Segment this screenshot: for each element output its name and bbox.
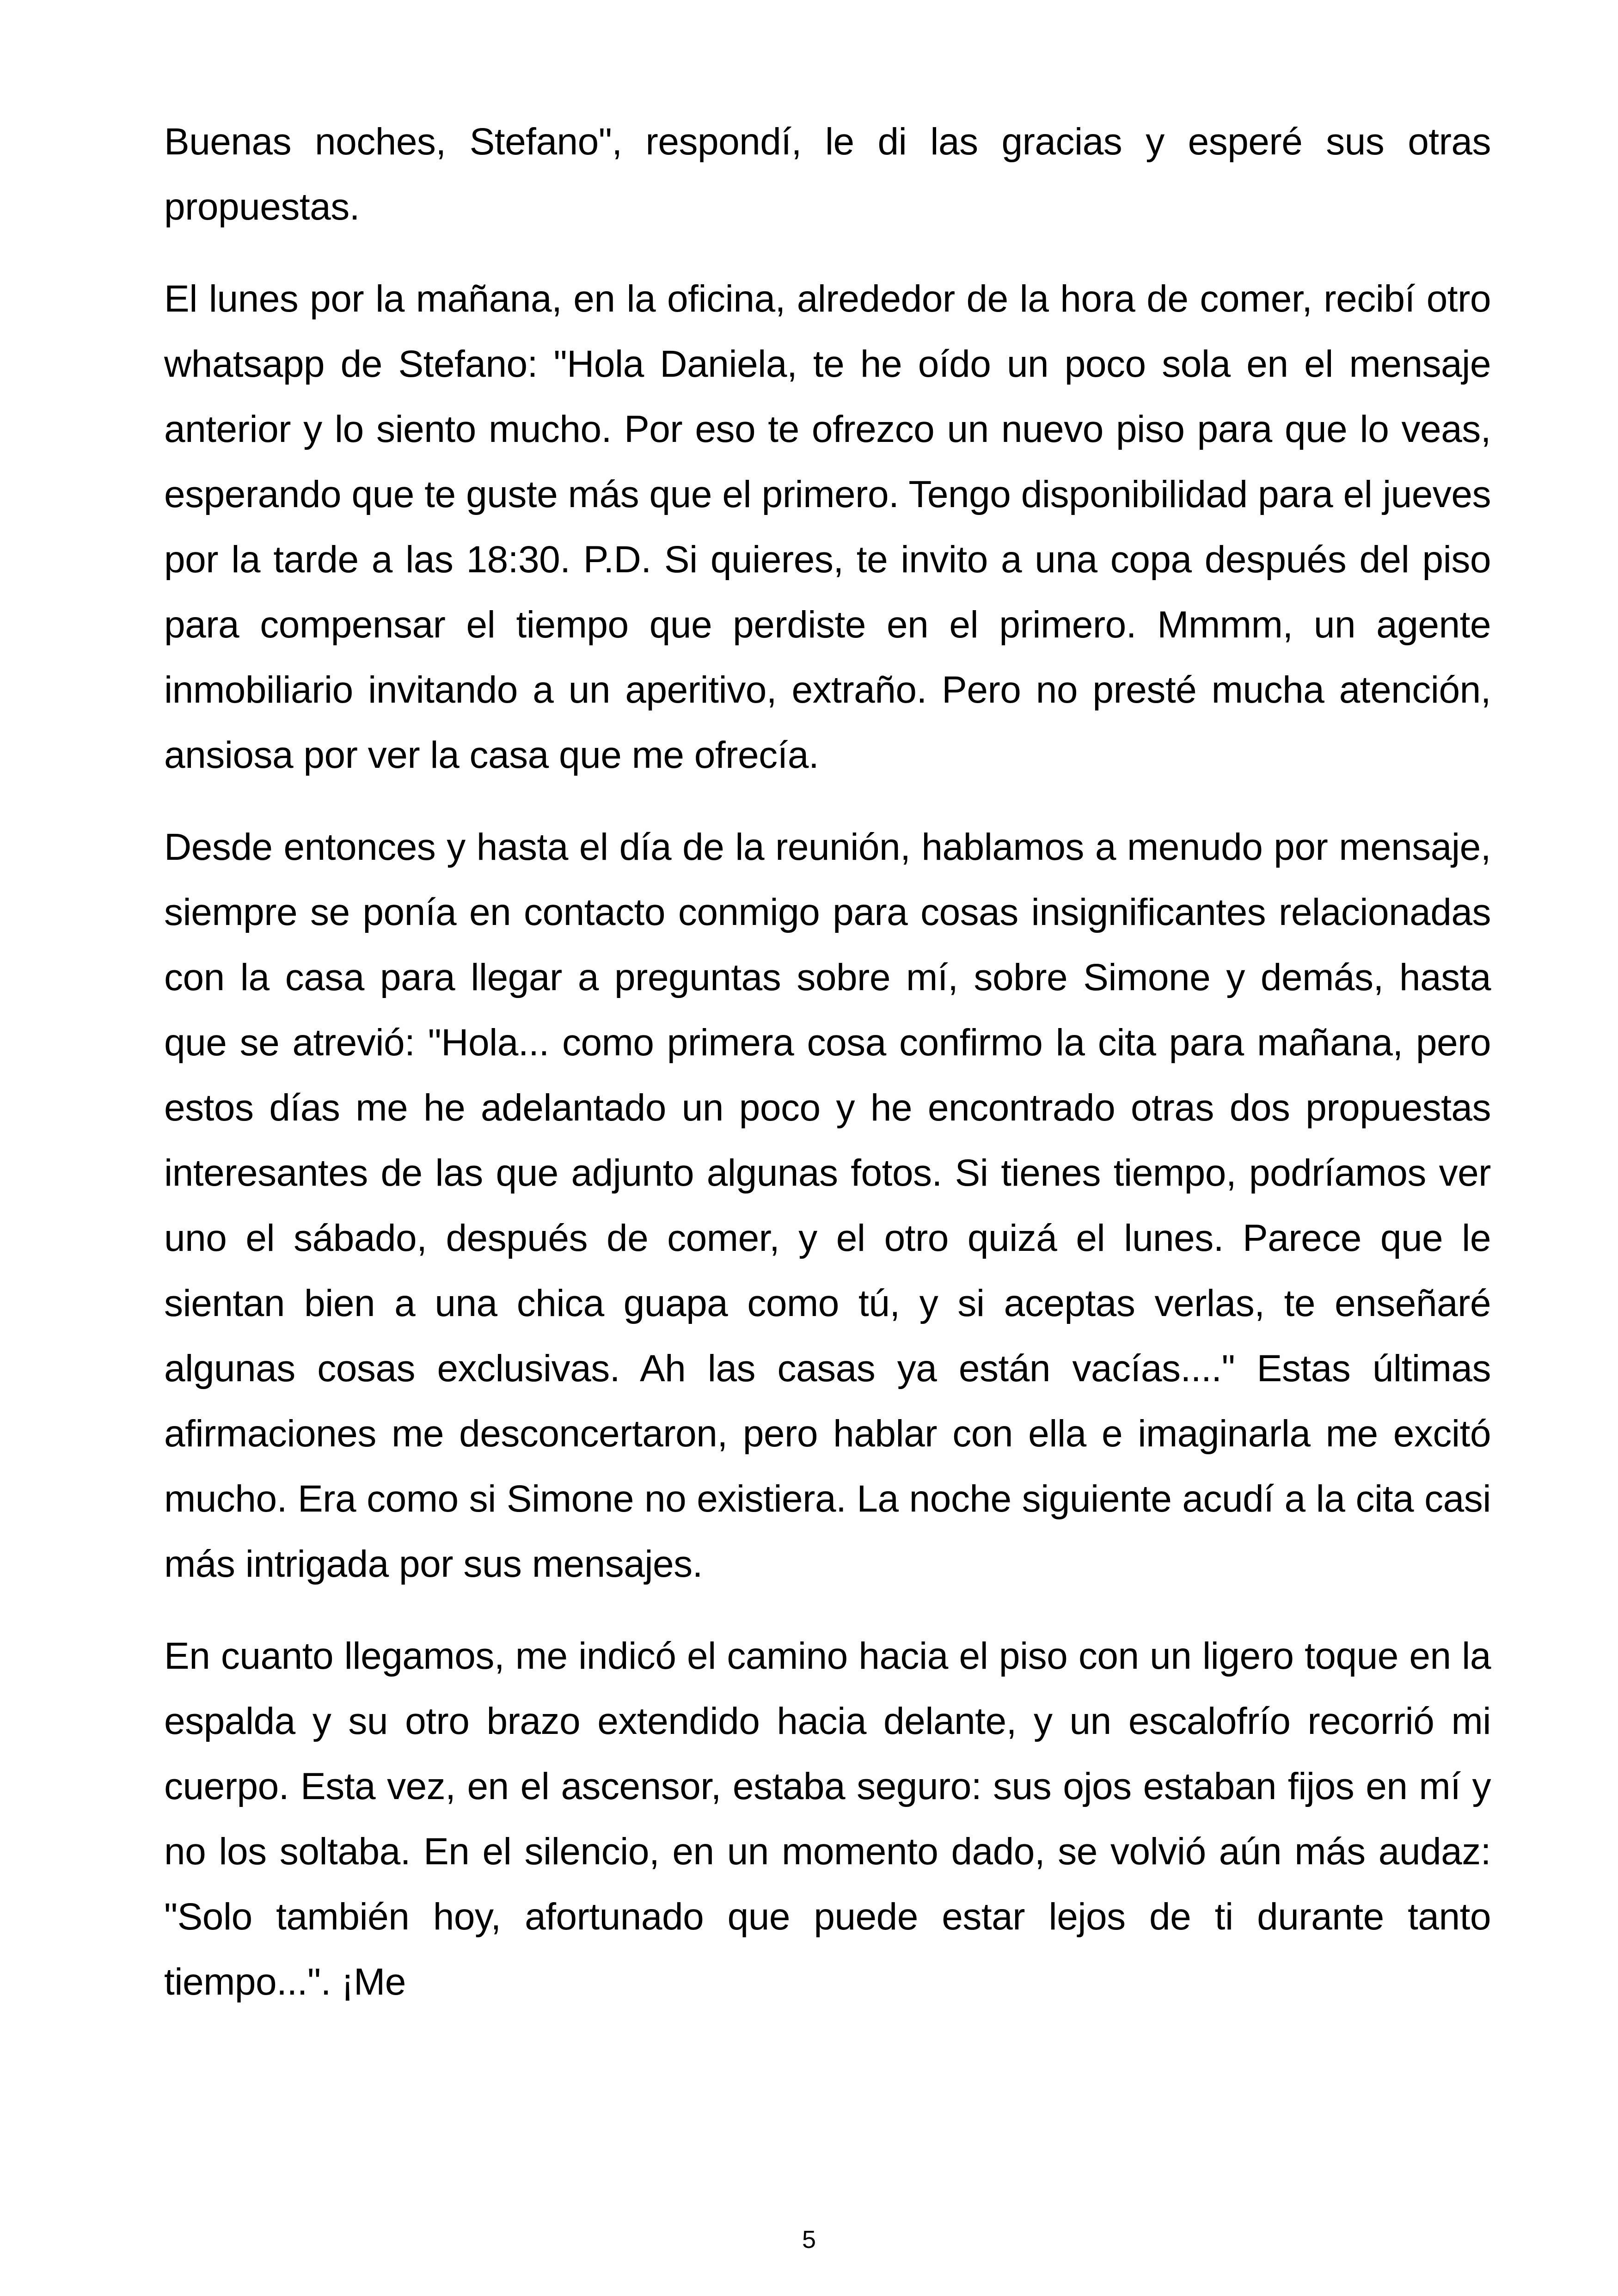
- paragraph-4: En cuanto llegamos, me indicó el camino hacia el piso con un ligero toque en la espalda y su otro brazo extendido hacia delante, y un escalofrío recorrió mi cuerpo. Esta vez, en el ascensor, estaba seguro: sus ojos estaban fijos en mí y no los soltaba. En el silencio, en un momento dado, se volvió aún más audaz: "Solo también hoy, afortunado que puede estar lejos de ti durante tanto tiempo...". ¡Me: [164, 1635, 1491, 2003]
- paragraph-2: El lunes por la mañana, en la oficina, alrededor de la hora de comer, recibí otro whatsapp de Stefano: "Hola Daniela, te he oído un poco sola en el mensaje anterior y lo siento mucho. Por eso te ofrezco un nuevo piso para que lo veas, esperando que te guste más que el primero. Tengo disponibilidad para el jueves por la tarde a las 18:30. P.D. Si quieres, te invito a una copa después del piso para compensar el tiempo que perdiste en el primero. Mmmm, un agente inmobiliario invitando a un aperitivo, extraño. Pero no presté mucha atención, ansiosa por ver la casa que me ofrecía.: [164, 278, 1491, 776]
- body-text: [164, 109, 1491, 2041]
- paragraph-3: Desde entonces y hasta el día de la reunión, hablamos a menudo por mensaje, siempre se ponía en contacto conmigo para cosas insignificantes relacionadas con la casa para llegar a preguntas sobre mí, sobre Simone y demás, hasta que se atrevió: "Hola... como primera cosa confirmo la cita para mañana, pero estos días me he adelantado un poco y he encontrado otras dos propuestas interesantes de las que adjunto algunas fotos. Si tienes tiempo, podríamos ver uno el sábado, después de comer, y el otro quizá el lunes. Parece que le sientan bien a una chica guapa como tú, y si aceptas verlas, te enseñaré algunas cosas exclusivas. Ah las casas ya están vacías...." Estas últimas afirmaciones me desconcertaron, pero hablar con ella e imaginarla me excitó mucho. Era como si Simone no existiera. La noche siguiente acudí a la cita casi más intrigada por sus mensajes.: [164, 826, 1491, 1585]
- page-number: 5: [802, 2226, 816, 2253]
- paragraph-1: Buenas noches, Stefano", respondí, le di las gracias y esperé sus otras propuestas.: [164, 121, 1491, 228]
